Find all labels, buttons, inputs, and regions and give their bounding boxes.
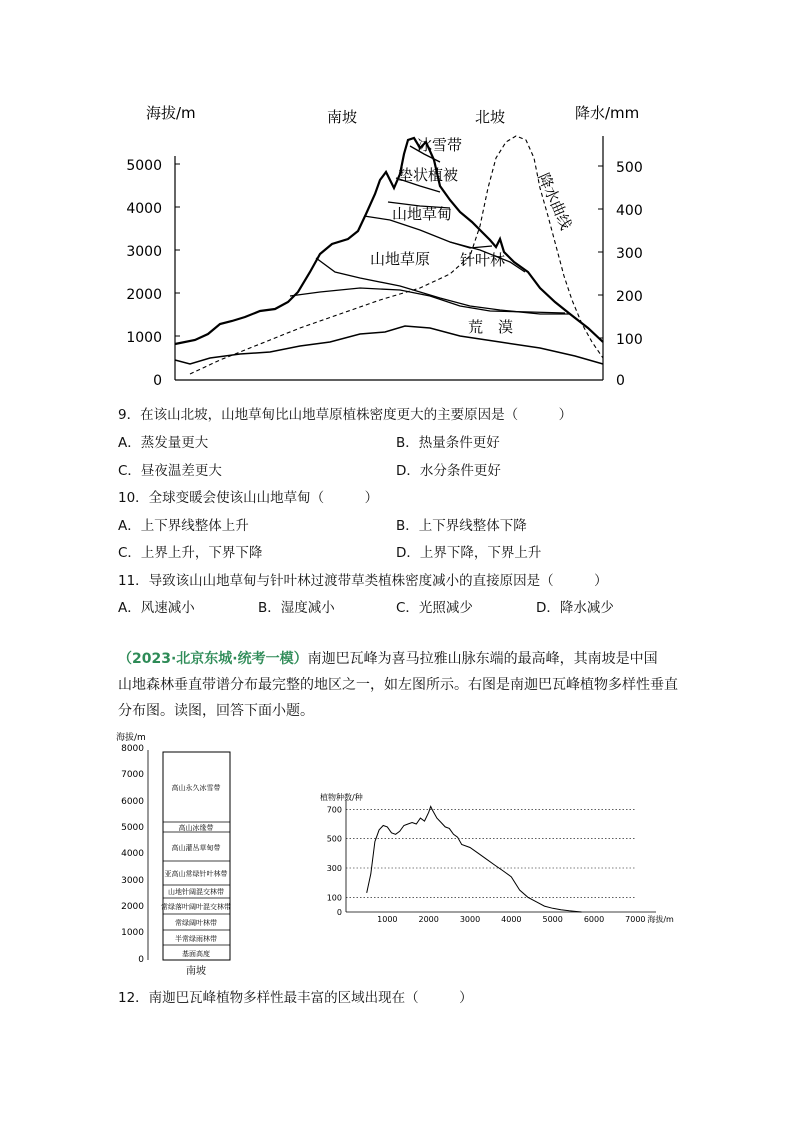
right-tick-label: 200 <box>616 289 643 305</box>
belt-y-tick: 0 <box>138 955 144 965</box>
y-tick-label: 0 <box>336 908 342 917</box>
question-10-stem: 10．全球变暖会使该山山地草甸（ ） <box>118 490 379 506</box>
q11-option-a[interactable]: A．风速减小 <box>118 600 195 616</box>
belt-y-tick: 3000 <box>121 876 144 886</box>
mountain-outline <box>175 138 603 344</box>
belt-y-tick: 4000 <box>121 849 144 859</box>
passage-line-1: 南迦巴瓦峰为喜马拉雅山脉东端的最高峰，其南坡是中国 <box>307 651 658 667</box>
q9-option-b[interactable]: B．热量条件更好 <box>396 435 500 451</box>
zone-label-desert: 荒 漠 <box>468 318 514 336</box>
x-tick-label: 3000 <box>459 915 481 924</box>
desert-upper-boundary <box>290 288 565 313</box>
chart-y-ticks <box>327 805 342 917</box>
zone-label-steppe: 山地草原 <box>370 250 431 268</box>
q11-option-c[interactable]: C．光照减少 <box>396 600 473 616</box>
belt-y-tick: 7000 <box>121 770 144 780</box>
right-tick-label: 100 <box>616 332 643 348</box>
precipitation-curve-label: 降水曲线 <box>534 170 576 233</box>
x-tick-label: 6000 <box>583 915 605 924</box>
belt-label: 高山永久冰雪带 <box>171 784 221 792</box>
passage <box>118 646 678 724</box>
belt-y-title: 海拔/m <box>116 733 146 743</box>
passage-line-3: 分布图。读图，回答下面小题。 <box>118 703 314 719</box>
vertical-belt-figure <box>110 730 270 980</box>
belt-y-tick: 8000 <box>121 744 144 754</box>
right-tick-label: 300 <box>616 246 643 262</box>
q10-option-d[interactable]: D．上界下降，下界上升 <box>396 545 542 561</box>
plant-diversity-chart <box>316 790 686 935</box>
q11-option-d[interactable]: D．降水减少 <box>536 600 614 616</box>
y-tick-label: 300 <box>326 864 342 873</box>
left-tick-label: 4000 <box>126 201 162 217</box>
belt-label: 高山冰缘带 <box>178 824 214 832</box>
belt-y-tick: 2000 <box>121 902 144 912</box>
belt-y-tick: 6000 <box>121 797 144 807</box>
right-tick-label: 400 <box>616 203 643 219</box>
y-tick-label: 700 <box>326 805 342 815</box>
question-9-stem: 9．在该山北坡，山地草甸比山地草原植株密度更大的主要原因是（ ） <box>118 407 573 423</box>
x-tick-label: 1000 <box>377 915 398 924</box>
mountain-zonation-figure <box>120 96 660 392</box>
right-tick-label: 0 <box>616 373 625 389</box>
zone-label-conifer: 针叶林 <box>460 251 506 269</box>
x-tick-label: 2000 <box>418 915 439 924</box>
diversity-series-line <box>367 806 582 912</box>
chart-axes <box>346 800 656 912</box>
zone-label-cushion: 垫状植被 <box>398 166 459 184</box>
belt-label: 山地针阔混交林带 <box>168 888 224 896</box>
north-slope-label: 北坡 <box>475 108 506 126</box>
right-axis-title: 降水/mm <box>575 104 640 122</box>
q11-option-b[interactable]: B．湿度减小 <box>258 600 335 616</box>
belt-labels <box>161 783 231 958</box>
left-tick-label: 1000 <box>126 330 162 346</box>
zone-labels <box>370 136 513 336</box>
belt-label: 高山灌丛草甸带 <box>171 844 221 852</box>
q9-option-d[interactable]: D．水分条件更好 <box>396 463 501 479</box>
y-tick-label: 500 <box>326 834 342 844</box>
q10-option-b[interactable]: B．上下界线整体下降 <box>396 518 527 534</box>
belt-label: 常绿落叶阔叶混交林带 <box>161 903 231 911</box>
q10-option-a[interactable]: A．上下界线整体上升 <box>118 518 249 534</box>
belt-label: 亚高山常绿针叶林带 <box>164 870 228 878</box>
right-tick-label: 500 <box>616 160 643 176</box>
x-tick-label: 7000 <box>625 915 646 924</box>
chart-x-ticks <box>377 915 645 924</box>
left-tick-label: 2000 <box>126 287 162 303</box>
belt-x-label: 南坡 <box>186 966 206 977</box>
zone-label-meadow: 山地草甸 <box>392 205 453 223</box>
q9-option-a[interactable]: A．蒸发量更大 <box>118 435 209 451</box>
question-11-stem: 11．导致该山山地草甸与针叶林过渡带草类植株密度减小的直接原因是（ ） <box>118 573 608 589</box>
x-tick-label: 5000 <box>542 915 563 924</box>
belt-y-tick: 5000 <box>121 823 144 833</box>
zone-label-snow: 冰雪带 <box>417 136 463 154</box>
right-ticks <box>598 160 643 389</box>
belt-y-ticks <box>121 744 144 965</box>
belt-y-tick: 1000 <box>121 928 144 938</box>
y-tick-label: 100 <box>326 893 342 903</box>
chart-x-title: 海拔/m <box>647 915 674 924</box>
desert-lower-boundary <box>175 326 603 364</box>
q10-option-c[interactable]: C．上界上升，下界下降 <box>118 545 263 561</box>
belt-label: 基面高度 <box>182 950 210 958</box>
chart-grid <box>346 809 636 897</box>
chart-y-title: 植物种数/种 <box>320 793 363 802</box>
passage-source: （2023·北京东城·统考一模） <box>118 651 308 667</box>
left-tick-label: 0 <box>153 373 162 389</box>
left-tick-label: 3000 <box>126 244 162 260</box>
belt-label: 半常绿雨林带 <box>175 935 217 943</box>
left-axis-title: 海拔/m <box>146 104 196 122</box>
left-ticks <box>126 158 180 389</box>
belt-label: 常绿阔叶林带 <box>175 919 217 927</box>
x-tick-label: 4000 <box>501 915 522 924</box>
question-12-stem: 12．南迦巴瓦峰植物多样性最丰富的区域出现在（ ） <box>118 990 473 1006</box>
q9-option-c[interactable]: C．昼夜温差更大 <box>118 463 222 479</box>
passage-line-2: 山地森林垂直带谱分布最完整的地区之一，如左图所示。右图是南迦巴瓦峰植物多样性垂直 <box>118 677 678 693</box>
steppe-upper-boundary <box>316 258 570 314</box>
south-slope-label: 南坡 <box>327 108 358 126</box>
left-tick-label: 5000 <box>126 158 162 174</box>
